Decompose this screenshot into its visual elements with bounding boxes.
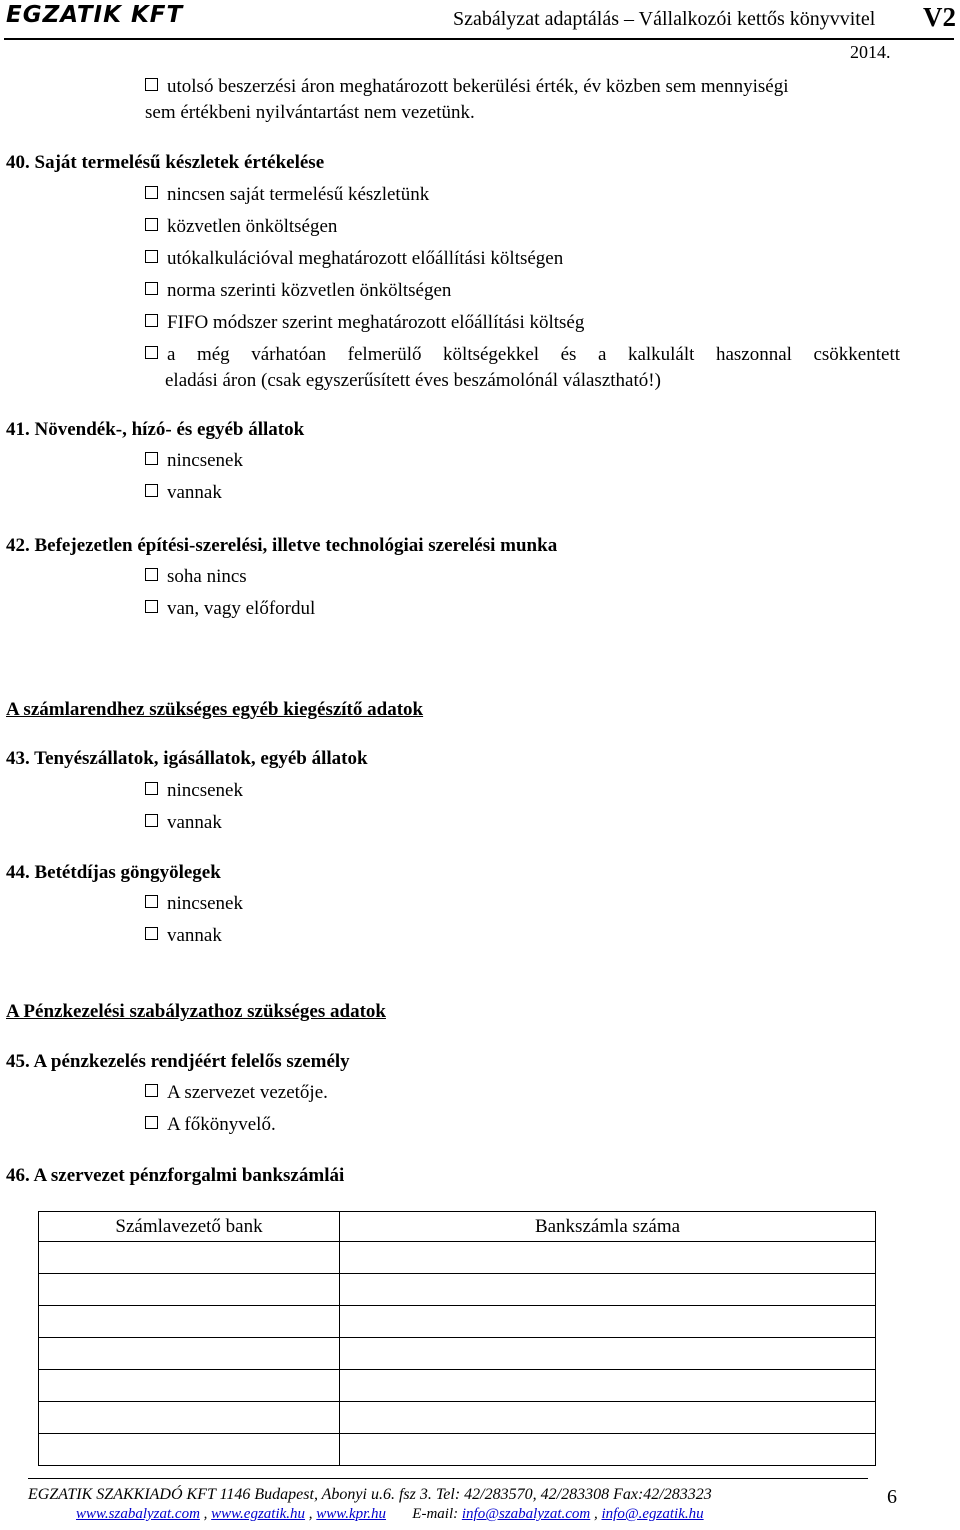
checkbox-option[interactable] [145,925,222,947]
account-number-cell[interactable] [340,1434,876,1466]
option-label: utolsó beszerzési áron meghatározott bekerülési érték, év közben sem mennyiségi [167,76,789,97]
question-41-title: 41. Növendék-, hízó- és egyéb állatok [6,419,305,440]
option-label: nincsenek [167,450,243,471]
option-label: nincsenek [167,780,243,801]
bank-cell[interactable] [39,1242,340,1274]
option-label-continued: sem értékbeni nyilvántartást nem vezetünk. [145,102,475,123]
footer-divider [28,1478,868,1479]
option-label: nincsen saját termelésű készletünk [167,184,430,205]
checkbox-option[interactable] [145,312,584,334]
option-label: közvetlen önköltségen [167,216,338,237]
option-label: vannak [167,812,222,833]
footer-link[interactable]: www.egzatik.hu [211,1506,306,1522]
checkbox-option[interactable] [145,248,563,270]
checkbox-icon[interactable] [145,814,158,827]
table-row [39,1434,876,1466]
checkbox-icon[interactable] [145,927,158,940]
table-row [39,1274,876,1306]
option-word: a [597,344,607,365]
footer-email-link[interactable]: info@.egzatik.hu [601,1506,704,1522]
column-header-bank: Számlavezető bank [39,1212,340,1242]
account-number-cell[interactable] [340,1370,876,1402]
bank-cell[interactable] [39,1338,340,1370]
option-label: A főkönyvelő. [167,1114,276,1135]
option-label: vannak [167,925,222,946]
option-label: nincsenek [167,893,243,914]
option-label: soha nincs [167,566,247,587]
footer-link[interactable]: www.kpr.hu [316,1506,387,1522]
table-row [39,1402,876,1434]
question-46-title: 46. A szervezet pénzforgalmi bankszámlái [6,1165,345,1186]
checkbox-option[interactable] [145,598,315,620]
account-number-cell[interactable] [340,1306,876,1338]
document-title-text: Szabályzat adaptálás – Vállalkozói kettős könyvvitel [453,8,876,30]
bank-cell[interactable] [39,1402,340,1434]
option-label: van, vagy előfordul [167,598,316,619]
option-word: kalkulált [627,344,695,365]
footer-email-label: E-mail: [412,1506,459,1522]
table-row [39,1338,876,1370]
option-word: és [560,344,577,365]
bank-cell[interactable] [39,1306,340,1338]
checkbox-icon[interactable] [145,782,158,795]
checkbox-icon[interactable] [145,452,158,465]
option-word: a [167,344,176,365]
document-version: V2 [923,2,956,32]
section-heading-szamlarend: A számlarendhez szükséges egyéb kiegészítő adatok [6,699,424,720]
account-number-cell[interactable] [340,1242,876,1274]
checkbox-option[interactable] [145,566,247,588]
checkbox-option[interactable] [145,280,451,302]
option-word: felmerülő [347,344,422,365]
checkbox-option-start [145,344,175,366]
checkbox-icon[interactable] [145,484,158,497]
bank-accounts-table [38,1211,876,1466]
account-number-cell[interactable] [340,1402,876,1434]
checkbox-option[interactable] [145,450,243,472]
table-row [39,1242,876,1274]
checkbox-icon[interactable] [145,314,158,327]
checkbox-icon[interactable] [145,218,158,231]
checkbox-icon[interactable] [145,250,158,263]
question-44-title: 44. Betétdíjas göngyölegek [6,862,221,883]
checkbox-option[interactable] [145,893,243,915]
checkbox-icon[interactable] [145,568,158,581]
page-number: 6 [887,1486,897,1508]
company-logo: EGZATIK KFT [6,2,184,28]
checkbox-icon[interactable] [145,282,158,295]
bank-cell[interactable] [39,1274,340,1306]
question-40-title: 40. Saját termelésű készletek értékelése [6,152,325,173]
account-number-cell[interactable] [340,1274,876,1306]
checkbox-icon[interactable] [145,600,158,613]
question-45-title: 45. A pénzkezelés rendjéért felelős személy [6,1051,350,1072]
footer-company-info: EGZATIK SZAKKIADÓ KFT 1146 Budapest, Abonyi u.6. fsz 3. Tel: 42/283570, 42/283308 Fax:42/283323 [28,1486,712,1503]
checkbox-icon[interactable] [145,78,158,91]
option-label-continued: eladási áron (csak egyszerűsített éves beszámolónál választható!) [165,370,661,391]
checkbox-option[interactable] [145,344,900,366]
header-divider [4,38,954,40]
option-word: költségekkel [443,344,540,365]
footer-link[interactable]: www.szabalyzat.com [76,1506,200,1522]
checkbox-icon[interactable] [145,1084,158,1097]
bank-cell[interactable] [39,1370,340,1402]
column-header-account-number: Bankszámla száma [340,1212,876,1242]
option-label: norma szerinti közvetlen önköltségen [167,280,452,301]
bank-cell[interactable] [39,1434,340,1466]
option-label: utókalkulációval meghatározott előállítási költségen [167,248,564,269]
checkbox-icon[interactable] [145,186,158,199]
checkbox-option[interactable] [145,482,222,504]
document-title [453,2,956,32]
checkbox-icon[interactable] [145,346,158,359]
option-word: csökkentett [813,344,900,365]
question-42-title: 42. Befejezetlen építési-szerelési, illetve technológiai szerelési munka [6,535,558,556]
footer-email-link[interactable]: info@szabalyzat.com [461,1506,591,1522]
document-year: 2014. [850,42,891,62]
checkbox-option[interactable] [145,184,429,206]
checkbox-icon[interactable] [145,895,158,908]
question-43-title: 43. Tenyészállatok, igásállatok, egyéb állatok [6,748,368,769]
checkbox-option[interactable] [145,780,243,802]
option-label: A szervezet vezetője. [167,1082,328,1103]
account-number-cell[interactable] [340,1338,876,1370]
checkbox-option[interactable] [145,216,337,238]
table-header-row [39,1212,876,1242]
checkbox-option[interactable] [145,812,222,834]
option-word: várhatóan [251,344,327,365]
option-label: FIFO módszer szerint meghatározott előállítási költség [167,312,585,333]
checkbox-option[interactable] [145,76,789,98]
table-row [39,1370,876,1402]
section-heading-penzkezeles: A Pénzkezelési szabályzathoz szükséges adatok [6,1001,386,1022]
footer-links: www.szabalyzat.com , www.egzatik.hu , www.kpr.hu E-mail: info@szabalyzat.com , info@.egzatik.hu [76,1506,704,1522]
checkbox-icon[interactable] [145,1116,158,1129]
option-word: még [196,344,230,365]
option-label: vannak [167,482,222,503]
table-row [39,1306,876,1338]
checkbox-option[interactable] [145,1114,276,1136]
option-word: haszonnal [715,344,792,365]
checkbox-option[interactable] [145,1082,328,1104]
